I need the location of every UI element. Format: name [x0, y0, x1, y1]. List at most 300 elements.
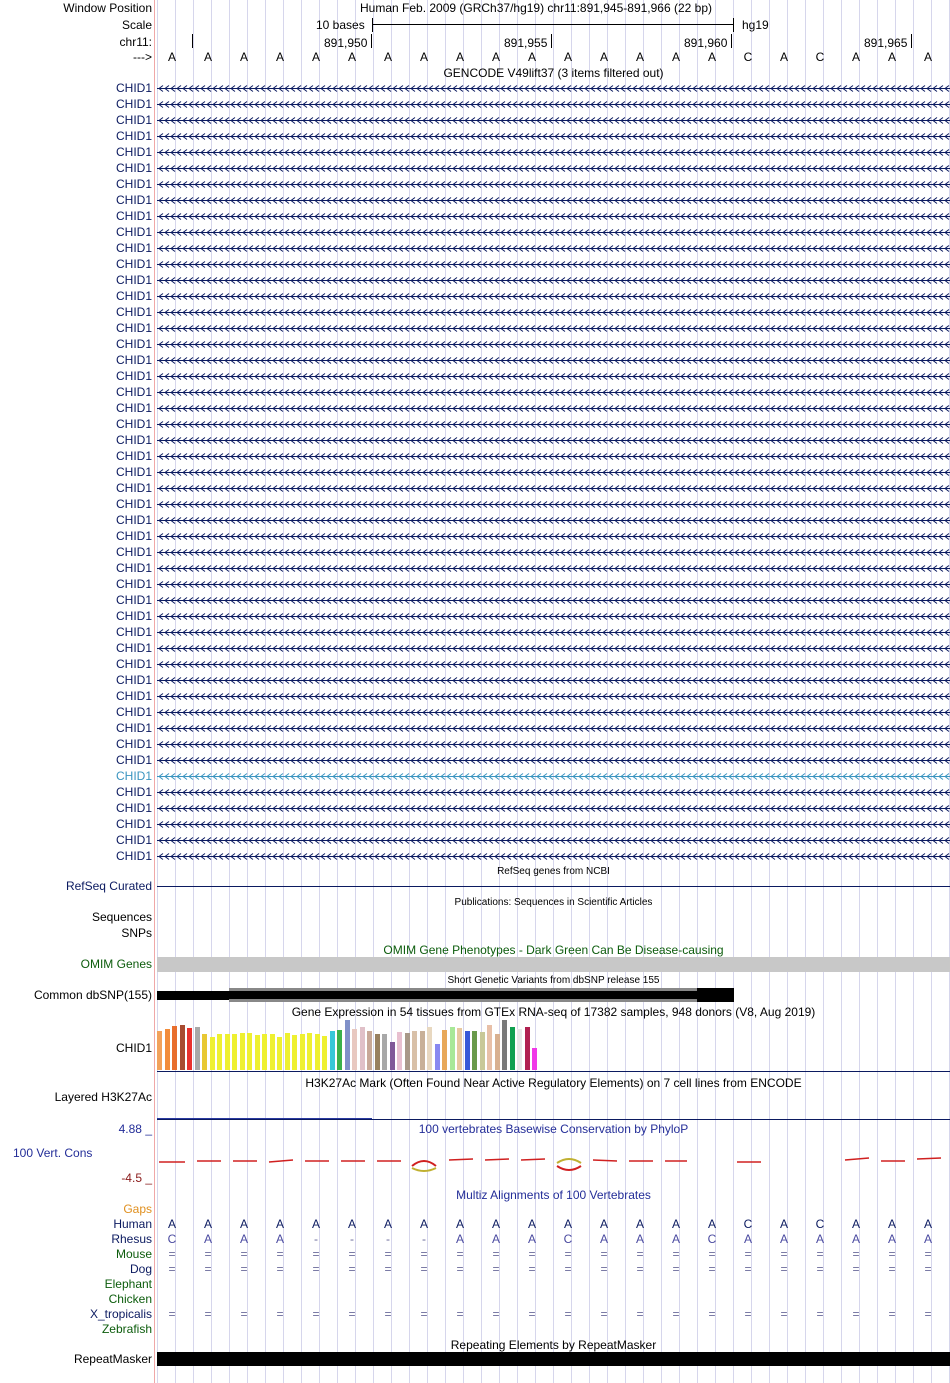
gencode-transcript-label[interactable]: CHID1 — [115, 321, 152, 335]
multiz-base: A — [671, 1232, 680, 1246]
gtex-tissue-bar[interactable] — [457, 1028, 462, 1070]
gtex-tissue-bar[interactable] — [300, 1034, 305, 1070]
gtex-tissue-bar[interactable] — [322, 1036, 327, 1070]
multiz-base: = — [636, 1307, 644, 1321]
gtex-tissue-bar[interactable] — [352, 1029, 357, 1070]
multiz-base: = — [780, 1247, 788, 1261]
multiz-base: A — [599, 1232, 608, 1246]
multiz-base: A — [851, 1217, 860, 1231]
gtex-tissue-bar[interactable] — [172, 1026, 177, 1070]
scale-label: Scale — [121, 18, 152, 32]
multiz-base: = — [708, 1262, 716, 1276]
multiz-base: A — [239, 1232, 248, 1246]
multiz-base: = — [636, 1247, 644, 1261]
gencode-transcript[interactable] — [157, 484, 950, 493]
multiz-species-label[interactable]: Dog — [129, 1262, 152, 1276]
gtex-tissue-bar[interactable] — [292, 1035, 297, 1070]
chrom-label: chr11: — [119, 35, 152, 49]
gtex-tissue-bar[interactable] — [427, 1027, 432, 1070]
scale-text: 10 bases — [316, 18, 365, 32]
gtex-tissue-bar[interactable] — [502, 1020, 507, 1070]
gtex-track-title[interactable]: Gene Expression in 54 tissues from GTEx RNA-seq of 17382 samples, 948 donors (V8, Aug 2019) — [291, 1005, 816, 1019]
gencode-transcript[interactable] — [157, 404, 950, 413]
gencode-transcript[interactable] — [157, 372, 950, 381]
gencode-transcript[interactable] — [157, 436, 950, 445]
gencode-transcript-label[interactable]: CHID1 — [115, 737, 152, 751]
gencode-transcript[interactable] — [157, 228, 950, 237]
multiz-base: A — [455, 1232, 464, 1246]
gtex-tissue-bar[interactable] — [442, 1030, 447, 1070]
gencode-transcript-label[interactable]: CHID1 — [115, 241, 152, 255]
multiz-base: = — [456, 1307, 464, 1321]
phylop-track-title[interactable]: 100 vertebrates Basewise Conservation by PhyloP — [418, 1122, 689, 1136]
multiz-base: A — [887, 1217, 896, 1231]
gtex-tissue-bar[interactable] — [330, 1031, 335, 1070]
window-position-text: Human Feb. 2009 (GRCh37/hg19) chr11:891,945-891,966 (22 bp) — [360, 1, 713, 15]
multiz-base: A — [635, 1232, 644, 1246]
gencode-transcript[interactable] — [157, 244, 950, 253]
multiz-base: A — [527, 1217, 536, 1231]
position-label-3: 891,960 — [684, 36, 728, 50]
gtex-tissue-bar[interactable] — [232, 1034, 237, 1070]
gencode-transcript[interactable] — [157, 804, 950, 813]
reference-base: A — [455, 50, 464, 64]
gtex-track-label[interactable]: CHID1 — [115, 1041, 152, 1055]
gencode-transcript[interactable] — [157, 212, 950, 221]
multiz-base: A — [491, 1217, 500, 1231]
dbsnp-variant-bar[interactable] — [697, 988, 734, 1002]
gencode-transcript-label[interactable]: CHID1 — [115, 769, 152, 783]
gencode-transcript-label[interactable]: CHID1 — [115, 97, 152, 111]
gencode-transcript-label[interactable]: CHID1 — [115, 673, 152, 687]
multiz-base: = — [348, 1307, 356, 1321]
gencode-transcript[interactable] — [157, 852, 950, 861]
gencode-transcript-label[interactable]: CHID1 — [115, 513, 152, 527]
reference-base: A — [779, 50, 788, 64]
multiz-base: = — [888, 1262, 896, 1276]
multiz-species-label[interactable]: Zebrafish — [101, 1322, 152, 1336]
gencode-transcript[interactable] — [157, 820, 950, 829]
multiz-base: = — [492, 1247, 500, 1261]
gencode-transcript-label[interactable]: CHID1 — [115, 625, 152, 639]
gtex-tissue-bar[interactable] — [210, 1037, 215, 1070]
gencode-transcript-label[interactable]: CHID1 — [115, 401, 152, 415]
gtex-tissue-bar[interactable] — [315, 1034, 320, 1070]
multiz-base: A — [779, 1217, 788, 1231]
multiz-base: A — [923, 1232, 932, 1246]
reference-base: A — [347, 50, 356, 64]
gencode-transcript-label[interactable]: CHID1 — [115, 385, 152, 399]
multiz-base: A — [887, 1232, 896, 1246]
gencode-transcript-label[interactable]: CHID1 — [115, 481, 152, 495]
publications-sequences-label[interactable]: Sequences — [91, 910, 152, 924]
gtex-tissue-bar[interactable] — [180, 1025, 185, 1070]
multiz-base: = — [852, 1307, 860, 1321]
gencode-transcript[interactable] — [157, 564, 950, 573]
gencode-transcript[interactable] — [157, 676, 950, 685]
gencode-transcript[interactable] — [157, 420, 950, 429]
gtex-tissue-bar[interactable] — [367, 1031, 372, 1070]
multiz-species-label[interactable]: Mouse — [115, 1247, 152, 1261]
multiz-base: = — [456, 1262, 464, 1276]
gencode-transcript[interactable] — [157, 196, 950, 205]
multiz-base: = — [528, 1307, 536, 1321]
multiz-base: = — [528, 1247, 536, 1261]
gencode-transcript-label[interactable]: CHID1 — [115, 273, 152, 287]
multiz-base: = — [888, 1247, 896, 1261]
multiz-base: = — [924, 1307, 932, 1321]
multiz-base: = — [384, 1262, 392, 1276]
publications-track-title[interactable]: Publications: Sequences in Scientific Articles — [454, 897, 653, 908]
gencode-transcript-label[interactable]: CHID1 — [115, 849, 152, 863]
reference-base: C — [743, 50, 753, 64]
multiz-base: A — [491, 1232, 500, 1246]
refseq-track-label[interactable]: RefSeq Curated — [65, 879, 152, 893]
gencode-track-title[interactable]: GENCODE V49lift37 (3 items filtered out) — [443, 66, 664, 80]
multiz-base: = — [924, 1247, 932, 1261]
gtex-tissue-bar[interactable] — [187, 1028, 192, 1070]
multiz-base: A — [455, 1217, 464, 1231]
multiz-base: A — [671, 1217, 680, 1231]
gencode-transcript-label[interactable]: CHID1 — [115, 529, 152, 543]
multiz-base: = — [420, 1262, 428, 1276]
gencode-transcript[interactable] — [157, 772, 950, 781]
gencode-transcript-label[interactable]: CHID1 — [115, 257, 152, 271]
reference-base: A — [383, 50, 392, 64]
gencode-transcript-label[interactable]: CHID1 — [115, 177, 152, 191]
multiz-track-title[interactable]: Multiz Alignments of 100 Vertebrates — [456, 1188, 651, 1202]
multiz-base: = — [780, 1262, 788, 1276]
gencode-transcript-label[interactable]: CHID1 — [115, 113, 152, 127]
gencode-transcript[interactable] — [157, 84, 950, 93]
gtex-tissue-bar[interactable] — [375, 1034, 380, 1070]
h3k27ac-track-label[interactable]: Layered H3K27Ac — [54, 1090, 152, 1104]
phylop-signal — [157, 1150, 950, 1180]
omim-track-title[interactable]: OMIM Gene Phenotypes - Dark Green Can Be Disease-causing — [383, 943, 724, 957]
gencode-transcript-label[interactable]: CHID1 — [115, 561, 152, 575]
multiz-base: = — [456, 1247, 464, 1261]
gencode-transcript[interactable] — [157, 340, 950, 349]
gencode-transcript-label[interactable]: CHID1 — [115, 145, 152, 159]
gencode-transcript-label[interactable]: CHID1 — [115, 593, 152, 607]
gencode-transcript-label[interactable]: CHID1 — [115, 305, 152, 319]
multiz-base: A — [203, 1217, 212, 1231]
gencode-transcript-label[interactable]: CHID1 — [115, 129, 152, 143]
multiz-base: = — [600, 1262, 608, 1276]
dbsnp-variant-bar[interactable] — [229, 988, 697, 991]
gtex-tissue-bar[interactable] — [307, 1033, 312, 1070]
gtex-tissue-bar[interactable] — [337, 1030, 342, 1070]
multiz-base: = — [240, 1247, 248, 1261]
position-label-4: 891,965 — [864, 36, 908, 50]
gtex-tissue-bar[interactable] — [270, 1034, 275, 1070]
gencode-transcript-label[interactable]: CHID1 — [115, 609, 152, 623]
gencode-transcript[interactable] — [157, 788, 950, 797]
gencode-transcript-label[interactable]: CHID1 — [115, 641, 152, 655]
multiz-base: = — [564, 1247, 572, 1261]
gtex-tissue-bar[interactable] — [262, 1034, 267, 1070]
gtex-tissue-bar[interactable] — [405, 1033, 410, 1070]
gencode-transcript[interactable] — [157, 276, 950, 285]
reference-base: A — [491, 50, 500, 64]
gencode-transcript[interactable] — [157, 724, 950, 733]
multiz-base: C — [167, 1232, 177, 1246]
gencode-transcript-label[interactable]: CHID1 — [115, 785, 152, 799]
multiz-species-label[interactable]: X_tropicalis — [89, 1307, 152, 1321]
multiz-base: = — [276, 1262, 284, 1276]
h3k27ac-track-title[interactable]: H3K27Ac Mark (Often Found Near Active Regulatory Elements) on 7 cell lines from ENCODE — [305, 1076, 802, 1090]
gencode-transcript[interactable] — [157, 500, 950, 509]
gencode-transcript[interactable] — [157, 164, 950, 173]
gtex-tissue-bar[interactable] — [420, 1031, 425, 1070]
position-tick — [371, 34, 372, 48]
gencode-transcript-label[interactable]: CHID1 — [115, 337, 152, 351]
multiz-base: = — [204, 1307, 212, 1321]
reference-base: A — [419, 50, 428, 64]
gencode-transcript[interactable] — [157, 148, 950, 157]
gencode-transcript[interactable] — [157, 644, 950, 653]
gencode-transcript[interactable] — [157, 628, 950, 637]
multiz-base: A — [239, 1217, 248, 1231]
multiz-base: A — [563, 1217, 572, 1231]
gtex-tissue-bar[interactable] — [165, 1029, 170, 1070]
dbsnp-variant-bar[interactable] — [229, 999, 697, 1002]
multiz-species-label[interactable]: Elephant — [104, 1277, 152, 1291]
repeatmasker-track-label[interactable]: RepeatMasker — [73, 1352, 152, 1366]
publications-snps-label[interactable]: SNPs — [121, 926, 152, 940]
gtex-tissue-bar[interactable] — [450, 1027, 455, 1070]
multiz-base: = — [816, 1262, 824, 1276]
multiz-base: A — [851, 1232, 860, 1246]
multiz-base: = — [600, 1247, 608, 1261]
reference-base: C — [815, 50, 825, 64]
reference-base: A — [923, 50, 932, 64]
phylop-track-label[interactable]: 100 Vert. Cons — [13, 1146, 93, 1160]
multiz-base: A — [311, 1217, 320, 1231]
gencode-transcript[interactable] — [157, 180, 950, 189]
dbsnp-track-title[interactable]: Short Genetic Variants from dbSNP release 155 — [447, 975, 660, 986]
gencode-transcript-label[interactable]: CHID1 — [115, 289, 152, 303]
gtex-tissue-bar[interactable] — [382, 1034, 387, 1070]
multiz-base: C — [815, 1217, 825, 1231]
gencode-transcript[interactable] — [157, 580, 950, 589]
gencode-transcript-label[interactable]: CHID1 — [115, 225, 152, 239]
gtex-tissue-bar[interactable] — [247, 1033, 252, 1070]
multiz-base: = — [564, 1307, 572, 1321]
gtex-tissue-bar[interactable] — [277, 1037, 282, 1070]
gencode-transcript[interactable] — [157, 612, 950, 621]
refseq-track-title[interactable]: RefSeq genes from NCBI — [497, 866, 610, 877]
scale-bar-left-tick — [372, 18, 373, 32]
gtex-tissue-bar[interactable] — [412, 1031, 417, 1070]
gtex-tissue-bar[interactable] — [202, 1034, 207, 1070]
gencode-transcript-label[interactable]: CHID1 — [115, 449, 152, 463]
dbsnp-track-label[interactable]: Common dbSNP(155) — [33, 988, 152, 1002]
multiz-base: C — [707, 1232, 717, 1246]
gtex-tissue-bar[interactable] — [435, 1044, 440, 1070]
gencode-transcript-label[interactable]: CHID1 — [115, 497, 152, 511]
gtex-tissue-bar[interactable] — [480, 1032, 485, 1070]
multiz-base: - — [386, 1232, 390, 1246]
gtex-tissue-bar[interactable] — [532, 1048, 537, 1070]
multiz-base: A — [923, 1217, 932, 1231]
multiz-base: = — [744, 1247, 752, 1261]
multiz-base: = — [744, 1307, 752, 1321]
gencode-transcript[interactable] — [157, 116, 950, 125]
multiz-base: = — [852, 1247, 860, 1261]
gencode-transcript[interactable] — [157, 388, 950, 397]
gencode-transcript-label[interactable]: CHID1 — [115, 689, 152, 703]
gtex-tissue-bar[interactable] — [360, 1027, 365, 1070]
multiz-species-label[interactable]: Human — [113, 1217, 152, 1231]
gtex-tissue-bar[interactable] — [390, 1042, 395, 1070]
multiz-base: = — [348, 1262, 356, 1276]
gtex-tissue-bar[interactable] — [195, 1027, 200, 1070]
multiz-base: A — [383, 1217, 392, 1231]
reference-base: A — [563, 50, 572, 64]
gencode-transcript-label[interactable]: CHID1 — [115, 801, 152, 815]
gencode-transcript-label[interactable]: CHID1 — [115, 753, 152, 767]
multiz-base: A — [527, 1232, 536, 1246]
multiz-base: = — [168, 1262, 176, 1276]
gtex-tissue-bar[interactable] — [255, 1035, 260, 1070]
reference-base: A — [311, 50, 320, 64]
multiz-base: A — [707, 1217, 716, 1231]
gencode-transcript-label[interactable]: CHID1 — [115, 81, 152, 95]
multiz-base: A — [419, 1217, 428, 1231]
gencode-transcript-label[interactable]: CHID1 — [115, 193, 152, 207]
gencode-transcript[interactable] — [157, 548, 950, 557]
gencode-transcript-label[interactable]: CHID1 — [115, 577, 152, 591]
gencode-transcript-label[interactable]: CHID1 — [115, 817, 152, 831]
gencode-transcript-label[interactable]: CHID1 — [115, 705, 152, 719]
gencode-transcript[interactable] — [157, 100, 950, 109]
gencode-transcript[interactable] — [157, 692, 950, 701]
gtex-tissue-bar[interactable] — [487, 1025, 492, 1070]
multiz-species-label[interactable]: Chicken — [108, 1292, 152, 1306]
gtex-tissue-bar[interactable] — [495, 1034, 500, 1070]
reference-base: A — [599, 50, 608, 64]
gencode-transcript-label[interactable]: CHID1 — [115, 433, 152, 447]
omim-track-label[interactable]: OMIM Genes — [80, 957, 152, 971]
multiz-base: = — [276, 1307, 284, 1321]
gencode-transcript-label[interactable]: CHID1 — [115, 721, 152, 735]
multiz-base: = — [204, 1247, 212, 1261]
multiz-base: - — [350, 1232, 354, 1246]
multiz-base: A — [635, 1217, 644, 1231]
reference-base: A — [167, 50, 176, 64]
gtex-tissue-bar[interactable] — [525, 1027, 530, 1070]
gencode-transcript[interactable] — [157, 836, 950, 845]
reference-base: A — [203, 50, 212, 64]
gencode-transcript-label[interactable]: CHID1 — [115, 353, 152, 367]
multiz-base: = — [312, 1262, 320, 1276]
gencode-transcript[interactable] — [157, 756, 950, 765]
gencode-transcript-label[interactable]: CHID1 — [115, 417, 152, 431]
gtex-tissue-bar[interactable] — [345, 1020, 350, 1070]
gencode-transcript[interactable] — [157, 708, 950, 717]
gencode-transcript-label[interactable]: CHID1 — [115, 465, 152, 479]
gencode-transcript[interactable] — [157, 452, 950, 461]
gencode-transcript[interactable] — [157, 292, 950, 301]
label-divider — [154, 0, 155, 1383]
gencode-transcript-label[interactable]: CHID1 — [115, 369, 152, 383]
gtex-baseline — [157, 1071, 950, 1072]
gencode-transcript-label[interactable]: CHID1 — [115, 833, 152, 847]
multiz-base: A — [815, 1232, 824, 1246]
gencode-transcript[interactable] — [157, 468, 950, 477]
gtex-tissue-bar[interactable] — [465, 1031, 470, 1070]
multiz-species-label[interactable]: Rhesus — [111, 1232, 152, 1246]
multiz-base: = — [276, 1247, 284, 1261]
gtex-tissue-bar[interactable] — [240, 1033, 245, 1070]
scale-bar-right-tick — [733, 18, 734, 32]
position-tick — [731, 34, 732, 48]
gencode-transcript-label[interactable]: CHID1 — [115, 545, 152, 559]
gtex-tissue-bar[interactable] — [217, 1034, 222, 1070]
gencode-transcript-label[interactable]: CHID1 — [115, 657, 152, 671]
gencode-transcript[interactable] — [157, 308, 950, 317]
repeatmasker-track-title[interactable]: Repeating Elements by RepeatMasker — [450, 1338, 657, 1352]
multiz-base: = — [816, 1247, 824, 1261]
gtex-tissue-bar[interactable] — [157, 1031, 162, 1070]
reference-base: A — [671, 50, 680, 64]
reference-base: A — [239, 50, 248, 64]
multiz-base: = — [204, 1262, 212, 1276]
multiz-gaps-label[interactable]: Gaps — [123, 1202, 152, 1216]
gencode-transcript[interactable] — [157, 260, 950, 269]
gtex-tissue-bar[interactable] — [285, 1033, 290, 1070]
omim-feature-bar[interactable] — [157, 957, 950, 972]
gencode-transcript[interactable] — [157, 516, 950, 525]
gtex-tissue-bar[interactable] — [225, 1034, 230, 1070]
gencode-transcript[interactable] — [157, 532, 950, 541]
gencode-transcript[interactable] — [157, 356, 950, 365]
gencode-transcript[interactable] — [157, 740, 950, 749]
multiz-base: A — [275, 1232, 284, 1246]
scale-assembly: hg19 — [742, 18, 769, 32]
gtex-tissue-bar[interactable] — [510, 1027, 515, 1070]
multiz-base: - — [314, 1232, 318, 1246]
position-label-1: 891,950 — [324, 36, 368, 50]
position-tick — [551, 34, 552, 48]
gencode-transcript[interactable] — [157, 132, 950, 141]
multiz-base: A — [203, 1232, 212, 1246]
multiz-base: = — [168, 1307, 176, 1321]
gencode-transcript[interactable] — [157, 324, 950, 333]
gencode-transcript[interactable] — [157, 660, 950, 669]
gencode-transcript-label[interactable]: CHID1 — [115, 209, 152, 223]
multiz-base: = — [312, 1307, 320, 1321]
refseq-feature-line[interactable] — [157, 886, 950, 887]
multiz-base: A — [599, 1217, 608, 1231]
multiz-base: = — [348, 1247, 356, 1261]
reference-base: A — [707, 50, 716, 64]
multiz-base: = — [240, 1262, 248, 1276]
gtex-tissue-bar[interactable] — [517, 1029, 522, 1070]
multiz-base: = — [600, 1307, 608, 1321]
multiz-base: = — [420, 1247, 428, 1261]
gencode-transcript-label[interactable]: CHID1 — [115, 161, 152, 175]
gtex-tissue-bar[interactable] — [472, 1031, 477, 1070]
multiz-base: = — [240, 1307, 248, 1321]
multiz-base: = — [492, 1262, 500, 1276]
multiz-base: = — [744, 1262, 752, 1276]
gtex-tissue-bar[interactable] — [397, 1032, 402, 1070]
gencode-transcript[interactable] — [157, 596, 950, 605]
position-tick — [911, 34, 912, 48]
repeatmasker-element-bar[interactable] — [157, 1352, 950, 1366]
